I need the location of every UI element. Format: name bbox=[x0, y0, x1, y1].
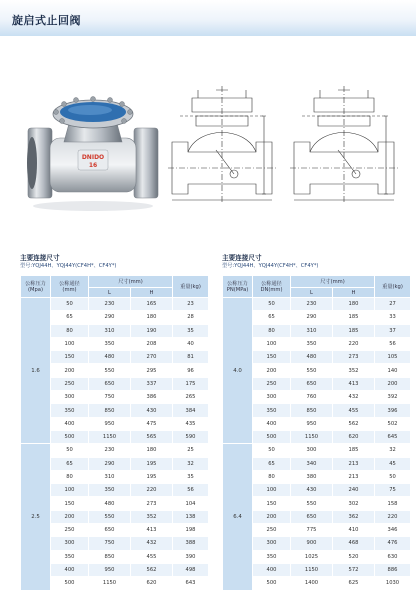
weight-cell: 56 bbox=[173, 484, 209, 497]
weight-cell: 27 bbox=[375, 298, 411, 311]
h-cell: 240 bbox=[333, 484, 375, 497]
weight-cell: 23 bbox=[173, 298, 209, 311]
l-cell: 290 bbox=[89, 457, 131, 470]
h-cell: 295 bbox=[131, 364, 173, 377]
weight-cell: 158 bbox=[375, 497, 411, 510]
l-cell: 230 bbox=[89, 298, 131, 311]
dn-cell: 300 bbox=[51, 391, 89, 404]
h-cell: 455 bbox=[131, 550, 173, 563]
h-cell: 455 bbox=[333, 404, 375, 417]
l-cell: 550 bbox=[89, 364, 131, 377]
h-cell: 180 bbox=[131, 311, 173, 324]
pressure-cell: 1.6 bbox=[21, 298, 51, 444]
dn-cell: 50 bbox=[253, 298, 291, 311]
weight-cell: 396 bbox=[375, 404, 411, 417]
weight-cell: 25 bbox=[173, 444, 209, 457]
weight-cell: 220 bbox=[375, 510, 411, 523]
spec-table-left bbox=[20, 275, 209, 591]
header-weight: 重量(kg) bbox=[375, 276, 411, 298]
dn-cell: 350 bbox=[253, 404, 291, 417]
l-cell: 350 bbox=[89, 484, 131, 497]
weight-cell: 104 bbox=[173, 497, 209, 510]
l-cell: 650 bbox=[291, 510, 333, 523]
h-cell: 165 bbox=[131, 298, 173, 311]
valve-drawing-right bbox=[290, 86, 398, 204]
h-cell: 213 bbox=[333, 470, 375, 483]
l-cell: 310 bbox=[89, 324, 131, 337]
weight-cell: 138 bbox=[173, 510, 209, 523]
weight-cell: 32 bbox=[173, 457, 209, 470]
dn-cell: 400 bbox=[51, 417, 89, 430]
l-cell: 1150 bbox=[291, 563, 333, 576]
l-cell: 550 bbox=[291, 497, 333, 510]
weight-cell: 32 bbox=[375, 444, 411, 457]
h-cell: 190 bbox=[131, 324, 173, 337]
l-cell: 650 bbox=[89, 524, 131, 537]
weight-cell: 45 bbox=[375, 457, 411, 470]
weight-cell: 37 bbox=[375, 324, 411, 337]
weight-cell: 198 bbox=[173, 524, 209, 537]
pressure-cell: 6.4 bbox=[223, 444, 253, 590]
l-cell: 350 bbox=[89, 337, 131, 350]
weight-cell: 390 bbox=[173, 550, 209, 563]
weight-cell: 56 bbox=[375, 337, 411, 350]
h-cell: 213 bbox=[333, 457, 375, 470]
model-line: 型号:YQJ44H、YQJ44Y(CF4H*、CF4Y*) bbox=[20, 263, 117, 269]
l-cell: 350 bbox=[291, 337, 333, 350]
header-dims: 尺寸(mm) bbox=[291, 276, 375, 288]
header-dn: 公称通径 (mm) bbox=[51, 276, 89, 298]
dn-cell: 150 bbox=[253, 497, 291, 510]
l-cell: 310 bbox=[291, 324, 333, 337]
l-cell: 480 bbox=[291, 351, 333, 364]
dn-cell: 80 bbox=[51, 470, 89, 483]
weight-cell: 886 bbox=[375, 563, 411, 576]
weight-cell: 1030 bbox=[375, 577, 411, 590]
h-cell: 432 bbox=[333, 391, 375, 404]
h-cell: 220 bbox=[131, 484, 173, 497]
dn-cell: 200 bbox=[253, 510, 291, 523]
dn-cell: 65 bbox=[253, 311, 291, 324]
dn-cell: 50 bbox=[253, 444, 291, 457]
model-line: 型号:YQJ44H、YQJ44Y(CF4H*、CF4Y*) bbox=[222, 263, 319, 269]
dn-cell: 80 bbox=[51, 324, 89, 337]
weight-cell: 476 bbox=[375, 537, 411, 550]
dn-cell: 300 bbox=[253, 537, 291, 550]
h-cell: 413 bbox=[333, 377, 375, 390]
weight-cell: 40 bbox=[173, 337, 209, 350]
valve-brand: DNIDO bbox=[81, 154, 105, 161]
dn-cell: 400 bbox=[51, 563, 89, 576]
dn-cell: 500 bbox=[51, 577, 89, 590]
table-row bbox=[21, 298, 209, 311]
dn-cell: 100 bbox=[253, 337, 291, 350]
weight-cell: 81 bbox=[173, 351, 209, 364]
h-cell: 220 bbox=[333, 337, 375, 350]
l-cell: 1150 bbox=[89, 430, 131, 443]
section-title: 主要连接尺寸 bbox=[20, 254, 60, 262]
l-cell: 650 bbox=[291, 377, 333, 390]
l-cell: 300 bbox=[291, 444, 333, 457]
valve-drawing-left bbox=[168, 86, 276, 204]
dn-cell: 250 bbox=[253, 524, 291, 537]
l-cell: 480 bbox=[89, 497, 131, 510]
dn-cell: 200 bbox=[51, 364, 89, 377]
table-row bbox=[223, 444, 411, 457]
table-row bbox=[21, 444, 209, 457]
l-cell: 310 bbox=[89, 470, 131, 483]
dn-cell: 250 bbox=[51, 524, 89, 537]
dn-cell: 400 bbox=[253, 563, 291, 576]
weight-cell: 35 bbox=[173, 324, 209, 337]
dn-cell: 50 bbox=[51, 298, 89, 311]
l-cell: 900 bbox=[291, 537, 333, 550]
dn-cell: 100 bbox=[51, 337, 89, 350]
l-cell: 230 bbox=[89, 444, 131, 457]
dn-cell: 50 bbox=[51, 444, 89, 457]
weight-cell: 35 bbox=[173, 470, 209, 483]
weight-cell: 384 bbox=[173, 404, 209, 417]
l-cell: 1150 bbox=[89, 577, 131, 590]
page-title: 旋启式止回阀 bbox=[12, 14, 81, 27]
h-cell: 302 bbox=[333, 497, 375, 510]
dn-cell: 200 bbox=[253, 364, 291, 377]
l-cell: 775 bbox=[291, 524, 333, 537]
weight-cell: 28 bbox=[173, 311, 209, 324]
h-cell: 195 bbox=[131, 470, 173, 483]
weight-cell: 643 bbox=[173, 577, 209, 590]
dn-cell: 65 bbox=[253, 457, 291, 470]
pressure-cell: 2.5 bbox=[21, 444, 51, 590]
dn-cell: 250 bbox=[253, 377, 291, 390]
weight-cell: 498 bbox=[173, 563, 209, 576]
weight-cell: 630 bbox=[375, 550, 411, 563]
l-cell: 950 bbox=[89, 417, 131, 430]
right-section-heading bbox=[222, 254, 410, 270]
h-cell: 620 bbox=[131, 577, 173, 590]
dn-cell: 500 bbox=[253, 430, 291, 443]
h-cell: 180 bbox=[131, 444, 173, 457]
l-cell: 1150 bbox=[291, 430, 333, 443]
h-cell: 520 bbox=[333, 550, 375, 563]
weight-cell: 590 bbox=[173, 430, 209, 443]
header-l: L bbox=[89, 288, 131, 298]
h-cell: 208 bbox=[131, 337, 173, 350]
dn-cell: 350 bbox=[51, 550, 89, 563]
h-cell: 352 bbox=[333, 364, 375, 377]
weight-cell: 502 bbox=[375, 417, 411, 430]
header-pn: 公称压力 (Mpa) bbox=[21, 276, 51, 298]
dn-cell: 300 bbox=[51, 537, 89, 550]
left-section-heading bbox=[20, 254, 208, 270]
dn-cell: 80 bbox=[253, 324, 291, 337]
h-cell: 625 bbox=[333, 577, 375, 590]
h-cell: 362 bbox=[333, 510, 375, 523]
dn-cell: 250 bbox=[51, 377, 89, 390]
h-cell: 352 bbox=[131, 510, 173, 523]
dn-cell: 350 bbox=[51, 404, 89, 417]
weight-cell: 346 bbox=[375, 524, 411, 537]
weight-cell: 435 bbox=[173, 417, 209, 430]
h-cell: 413 bbox=[131, 524, 173, 537]
l-cell: 380 bbox=[291, 470, 333, 483]
h-cell: 572 bbox=[333, 563, 375, 576]
h-cell: 337 bbox=[131, 377, 173, 390]
l-cell: 850 bbox=[89, 404, 131, 417]
l-cell: 1025 bbox=[291, 550, 333, 563]
header-l: L bbox=[291, 288, 333, 298]
h-cell: 185 bbox=[333, 444, 375, 457]
header-h: H bbox=[131, 288, 173, 298]
weight-cell: 200 bbox=[375, 377, 411, 390]
l-cell: 230 bbox=[291, 298, 333, 311]
h-cell: 195 bbox=[131, 457, 173, 470]
l-cell: 850 bbox=[291, 404, 333, 417]
dn-cell: 500 bbox=[253, 577, 291, 590]
dn-cell: 100 bbox=[253, 484, 291, 497]
h-cell: 562 bbox=[333, 417, 375, 430]
weight-cell: 140 bbox=[375, 364, 411, 377]
l-cell: 1400 bbox=[291, 577, 333, 590]
l-cell: 290 bbox=[89, 311, 131, 324]
l-cell: 950 bbox=[291, 417, 333, 430]
l-cell: 760 bbox=[291, 391, 333, 404]
l-cell: 950 bbox=[89, 563, 131, 576]
valve-size: 16 bbox=[88, 162, 98, 169]
h-cell: 273 bbox=[333, 351, 375, 364]
h-cell: 273 bbox=[131, 497, 173, 510]
l-cell: 850 bbox=[89, 550, 131, 563]
dn-cell: 100 bbox=[51, 484, 89, 497]
h-cell: 565 bbox=[131, 430, 173, 443]
h-cell: 430 bbox=[131, 404, 173, 417]
l-cell: 550 bbox=[89, 510, 131, 523]
l-cell: 340 bbox=[291, 457, 333, 470]
h-cell: 270 bbox=[131, 351, 173, 364]
weight-cell: 105 bbox=[375, 351, 411, 364]
l-cell: 750 bbox=[89, 537, 131, 550]
dn-cell: 400 bbox=[253, 417, 291, 430]
h-cell: 475 bbox=[131, 417, 173, 430]
weight-cell: 388 bbox=[173, 537, 209, 550]
weight-cell: 33 bbox=[375, 311, 411, 324]
h-cell: 180 bbox=[333, 298, 375, 311]
weight-cell: 50 bbox=[375, 470, 411, 483]
header-h: H bbox=[333, 288, 375, 298]
dn-cell: 150 bbox=[253, 351, 291, 364]
l-cell: 650 bbox=[89, 377, 131, 390]
h-cell: 620 bbox=[333, 430, 375, 443]
pressure-cell: 4.0 bbox=[223, 298, 253, 444]
h-cell: 185 bbox=[333, 324, 375, 337]
dn-cell: 65 bbox=[51, 311, 89, 324]
h-cell: 468 bbox=[333, 537, 375, 550]
dn-cell: 80 bbox=[253, 470, 291, 483]
weight-cell: 265 bbox=[173, 391, 209, 404]
h-cell: 410 bbox=[333, 524, 375, 537]
weight-cell: 96 bbox=[173, 364, 209, 377]
l-cell: 750 bbox=[89, 391, 131, 404]
h-cell: 386 bbox=[131, 391, 173, 404]
dn-cell: 300 bbox=[253, 391, 291, 404]
h-cell: 432 bbox=[131, 537, 173, 550]
weight-cell: 75 bbox=[375, 484, 411, 497]
dn-cell: 350 bbox=[253, 550, 291, 563]
spec-table-right bbox=[222, 275, 411, 591]
weight-cell: 645 bbox=[375, 430, 411, 443]
header-weight: 重量(kg) bbox=[173, 276, 209, 298]
dn-cell: 150 bbox=[51, 351, 89, 364]
header-pn: 公称压力 PN(MPa) bbox=[223, 276, 253, 298]
l-cell: 290 bbox=[291, 311, 333, 324]
dn-cell: 200 bbox=[51, 510, 89, 523]
dn-cell: 65 bbox=[51, 457, 89, 470]
valve-photo bbox=[24, 86, 162, 214]
l-cell: 550 bbox=[291, 364, 333, 377]
header-dims: 尺寸(mm) bbox=[89, 276, 173, 288]
weight-cell: 175 bbox=[173, 377, 209, 390]
l-cell: 430 bbox=[291, 484, 333, 497]
dn-cell: 500 bbox=[51, 430, 89, 443]
h-cell: 185 bbox=[333, 311, 375, 324]
weight-cell: 392 bbox=[375, 391, 411, 404]
table-row bbox=[223, 298, 411, 311]
h-cell: 562 bbox=[131, 563, 173, 576]
l-cell: 480 bbox=[89, 351, 131, 364]
header-banner bbox=[0, 0, 416, 36]
dn-cell: 150 bbox=[51, 497, 89, 510]
section-title: 主要连接尺寸 bbox=[222, 254, 262, 262]
header-dn: 公称通径 DN(mm) bbox=[253, 276, 291, 298]
